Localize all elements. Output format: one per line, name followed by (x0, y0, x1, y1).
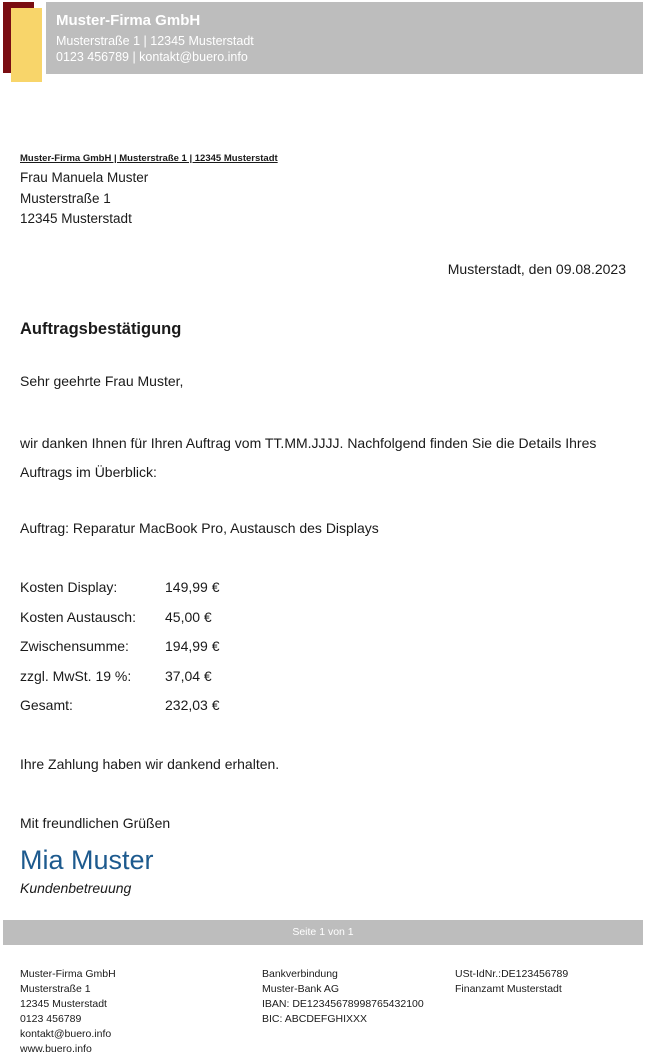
closing-phrase: Mit freundlichen Grüßen (20, 815, 171, 831)
payment-note: Ihre Zahlung haben wir dankend erhalten. (20, 756, 280, 772)
cost-value-subtotal: 194,99 € (165, 638, 220, 654)
intro-paragraph: wir danken Ihnen für Ihren Auftrag vom TT.MM.JJJJ. Nachfolgend finden Sie die Details Ihres Auftrags im Überblick: (20, 435, 597, 480)
footer-website: www.buero.info (20, 1043, 92, 1055)
footer-bank-heading: Bankverbindung (262, 968, 338, 980)
footer-company-column (20, 967, 116, 1057)
order-description: Auftrag: Reparatur MacBook Pro, Austausch des Displays (20, 520, 379, 536)
footer-bank-name: Muster-Bank AG (262, 983, 340, 995)
header-address: Musterstraße 1 | 12345 Musterstadt (56, 34, 254, 48)
footer-company-name: Muster-Firma GmbH (20, 968, 116, 980)
footer-email: kontakt@buero.info (20, 1028, 112, 1040)
footer-bic: BIC: ABCDEFGHIXXX (262, 1013, 368, 1025)
signature-name: Mia Muster (20, 845, 154, 875)
header-company-name: Muster-Firma GmbH (56, 12, 201, 29)
sender-return-line: Muster-Firma GmbH | Musterstraße 1 | 12345 Musterstadt (20, 153, 278, 164)
page-number: Seite 1 von 1 (292, 926, 354, 938)
cost-value-exchange: 45,00 € (165, 609, 212, 625)
cost-label-display: Kosten Display: (20, 579, 118, 595)
letter-date: Musterstadt, den 09.08.2023 (447, 261, 626, 277)
cost-label-total: Gesamt: (20, 697, 73, 713)
footer-phone: 0123 456789 (20, 1013, 82, 1025)
recipient-city: 12345 Musterstadt (20, 211, 132, 226)
logo-yellow-block (11, 8, 42, 82)
cost-value-vat: 37,04 € (165, 668, 212, 684)
recipient-name: Frau Manuela Muster (20, 170, 149, 185)
salutation: Sehr geehrte Frau Muster, (20, 373, 184, 389)
footer-iban: IBAN: DE12345678998765432100 (262, 998, 424, 1010)
footer-bank-column (262, 967, 424, 1027)
cost-value-display: 149,99 € (165, 579, 220, 595)
cost-label-subtotal: Zwischensumme: (20, 638, 129, 654)
letter-subject: Auftragsbestätigung (20, 320, 182, 338)
recipient-street: Musterstraße 1 (20, 191, 111, 206)
cost-label-exchange: Kosten Austausch: (20, 609, 136, 625)
signature-role: Kundenbetreuung (20, 880, 132, 896)
footer-tax-column (455, 967, 568, 997)
footer-city: 12345 Musterstadt (20, 998, 107, 1010)
cost-label-vat: zzgl. MwSt. 19 %: (20, 668, 132, 684)
footer-vat-id: USt-IdNr.:DE123456789 (455, 968, 569, 980)
header-contact: 0123 456789 | kontakt@buero.info (56, 50, 248, 64)
footer-street: Musterstraße 1 (20, 983, 91, 995)
cost-value-total: 232,03 € (165, 697, 220, 713)
footer-tax-office: Finanzamt Musterstadt (455, 983, 562, 995)
